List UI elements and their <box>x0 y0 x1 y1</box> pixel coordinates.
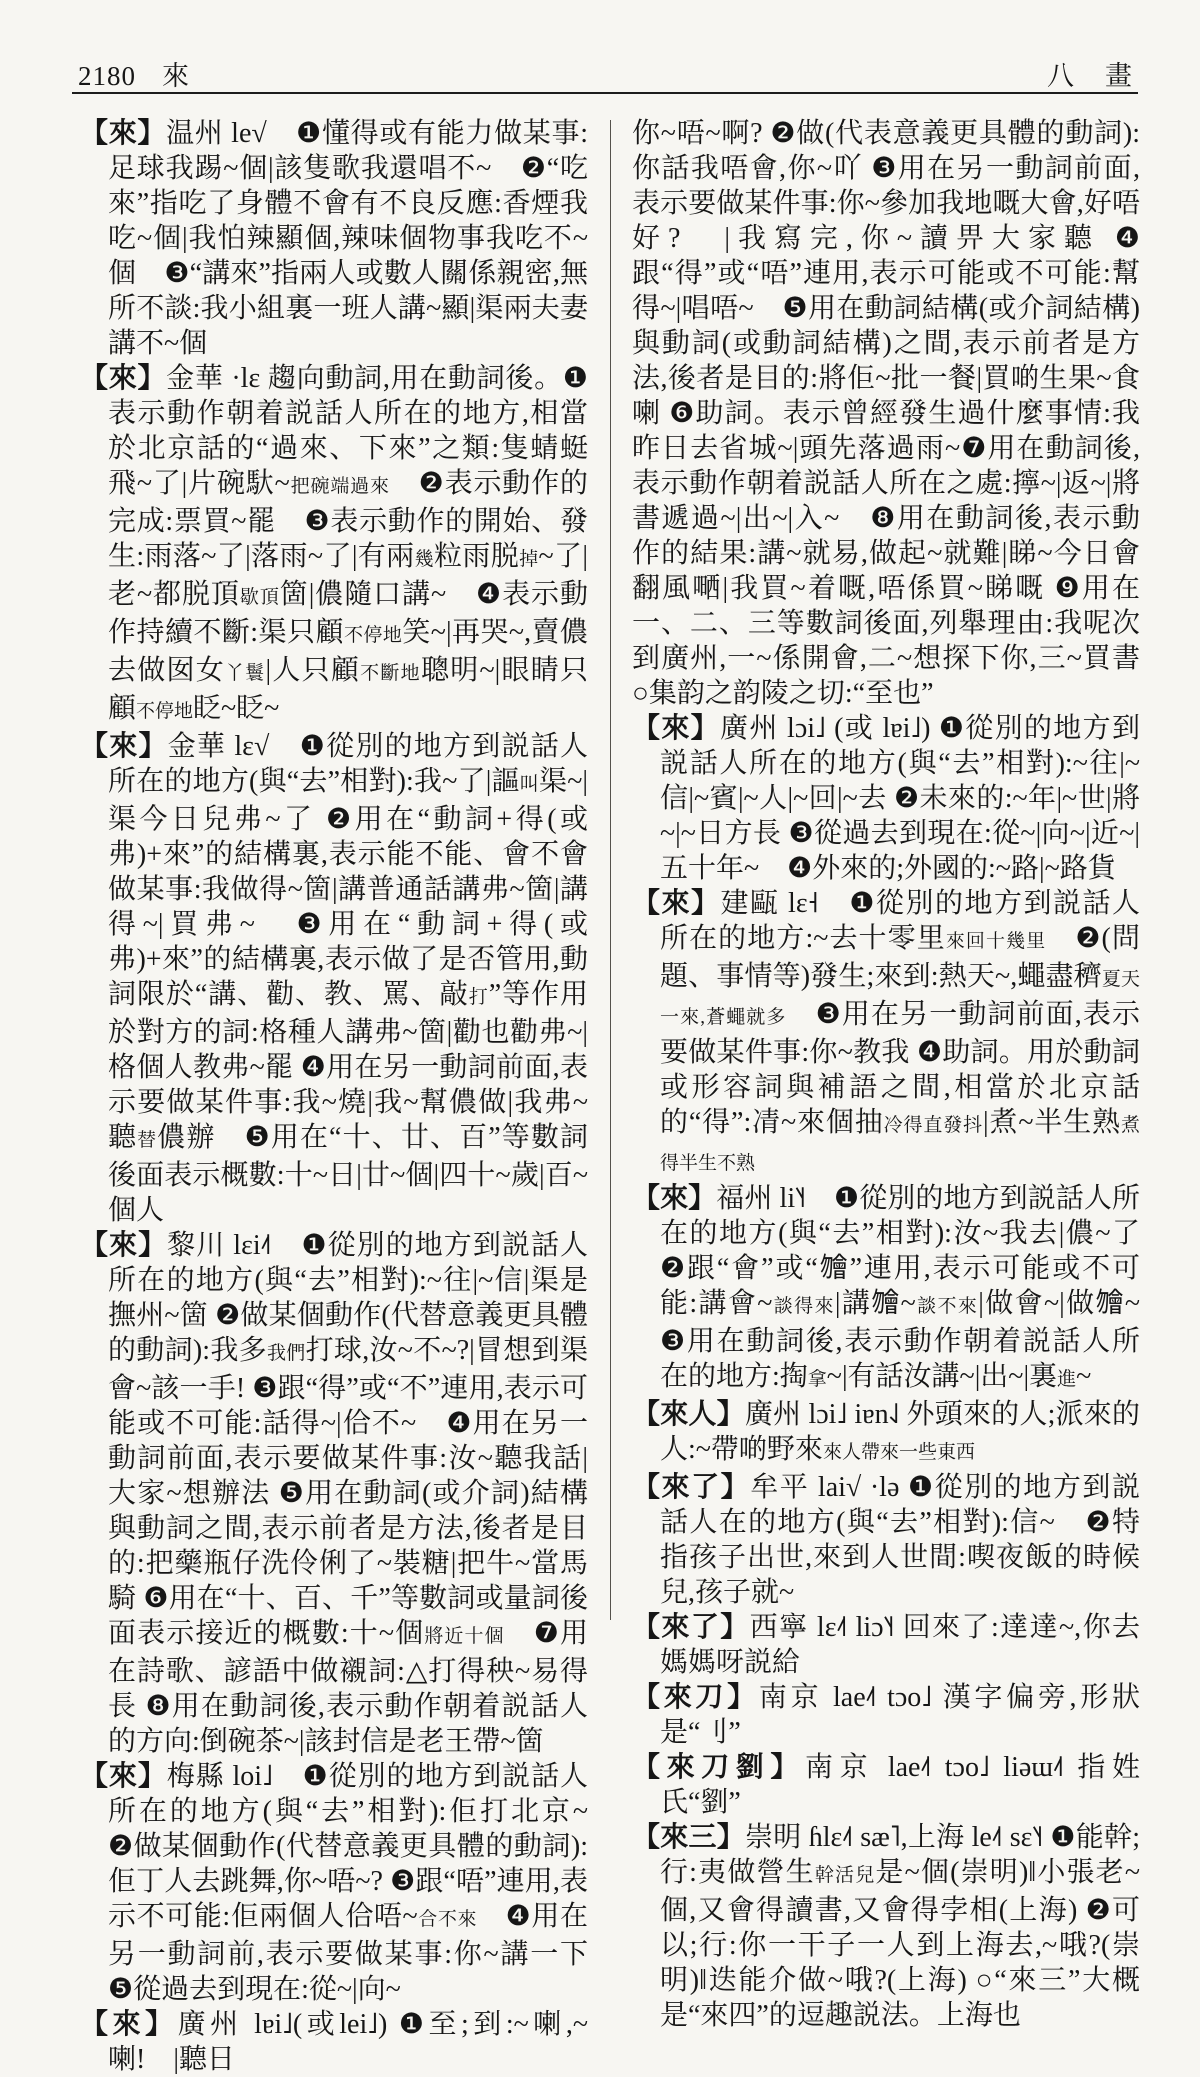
dictionary-entry <box>632 1470 1140 1610</box>
entry-headword: 【來人】 <box>632 1399 745 1430</box>
entry-headword: 【來】 <box>632 713 721 744</box>
dictionary-entry <box>80 116 588 361</box>
gloss-text: 夏天一來,蒼蠅就多 <box>660 969 1140 1028</box>
entry-text: ❼用在詩歌、諺語中做襯詞:△打得秧~易得長 ❽用在動詞後,表示動作朝着説話人的方向:倒碗茶~|該封信是老王帶~箇 <box>108 1618 588 1757</box>
entry-headword: 【來】 <box>632 888 721 919</box>
left-column <box>80 116 617 2077</box>
entry-text: ”等作用於對方的詞:格種人講弗~箇|勸也勸弗~|格個人教弗~罷 ❹用在另一動詞前面,表示要做某件事:我~燒|我~幫儂做|我弗~聽 <box>108 979 588 1153</box>
entry-text: 粒雨脱 <box>433 541 520 572</box>
dictionary-entry <box>632 1397 1140 1470</box>
entry-headword: 【來三】 <box>632 1822 746 1853</box>
gloss-text: 幹活兒 <box>814 1865 876 1886</box>
entry-text: ❹用在另一動詞前,表示要做某事:你~講一下 ❺從過去到現在:從~|向~ <box>108 1901 588 2005</box>
entry-text: 箇|儂隨口講~ ❹表示動作持續不斷:渠只顧 <box>108 579 588 648</box>
entry-text: 廣州 lɔi˩ (或 lɐi˩) ❶從別的地方到説話人所在的地方(與“去”相對):~往|~信|~賓|~人|~回|~去 ❷未來的:~年|~世|將~|~日方長 ❸從過去到現在:從~|向~|近~|五十年~ ❹外來的;外國的:~路|~路貨 <box>660 713 1140 884</box>
entry-text: 金華 ·lɛ 趨向動詞,用在動詞後。❶表示動作朝着説話人所在的地方,相當於北京話的“過來、下來”之類:隻蜻蜓飛~了|片碗馱~ <box>108 363 588 499</box>
gloss-text: 幾 <box>414 549 434 570</box>
entry-headword: 【來】 <box>80 731 168 762</box>
entry-text: 福州 li˥˧ ❶從別的地方到説話人所在的地方(與“去”相對):汝~我去|儂~了 ❷跟“會”或“𣍐”連用,表示可能或不可能:講會~ <box>660 1183 1140 1319</box>
entry-text: 建甌 lɛ˧ ❶從別的地方到説話人所在的地方:~去十零里 <box>660 888 1140 954</box>
dictionary-entry <box>80 729 588 1228</box>
entry-text: |煮~半生熟 <box>982 1107 1121 1138</box>
entry-text: 梅縣 loi˩ ❶從別的地方到説話人所在的地方(與“去”相對):佢打北京~ ❷做某個動作(代替意義更具體的動詞):佢丁人去跳舞,你~唔~? ❸跟“唔”連用,表示不可能:佢兩個人佮唔~ <box>108 1761 617 1932</box>
entry-text: ❷表示動作的完成:票買~罷 ❸表示動作的開始、發生:雨落~了|落雨~了|有兩 <box>108 468 588 572</box>
dictionary-entry <box>632 711 1140 886</box>
entry-text: 南京 lae˨˦ tɔo˩ 漢字偏旁,形狀是“刂” <box>660 1682 1140 1748</box>
entry-text: 南京 lae˨˦ tɔo˩ liəɯ˨˦ 指姓氏“劉” <box>660 1752 1140 1818</box>
entry-text: |講𣍐~ <box>834 1288 916 1319</box>
entry-text: 你~唔~啊? ❷做(代表意義更具體的動詞):你話我唔會,你~吖 ❸用在另一動詞前面,表示要做某件事:你~參加我地嘅大會,好唔好? |我寫完,你~讀畀大家聽 ❹跟“得”或“唔”連用,表示可能或不可能:幫得~|唱唔~ ❺用在動詞結構(或介詞結構)與動詞(或動詞結構)之間,表示前者是方法,後者是目的:將佢~批一餐|買啲生果~食喇 ❻助詞。表示曾經發生過什麼事情:我昨日去省城~|頭先落過雨~❼用在動詞後,表示動作朝着説話人所在之處:擰~|返~|將書遞過~|出~|入~ ❽用在動詞後,表示動作的結果:講~就易,做起~就難|睇~今日會翻風嗮|我買~着嘅,唔係買~睇嘅 ❾用在一、二、三等數詞後面,列舉理由:我呢次到廣州,一~係開會,二~想探下你,三~買書 ○集韵之韵陵之切:“至也” <box>632 118 1140 709</box>
dictionary-entry <box>80 361 588 729</box>
gloss-text: 談得來 <box>772 1296 835 1317</box>
entry-headword: 【來】 <box>80 118 167 149</box>
page-header <box>78 54 1134 93</box>
dictionary-entry <box>632 1610 1140 1680</box>
section-character: 來 <box>162 61 191 91</box>
entry-text: 廣州 lɔi˩ iɐn˨˩ 外頭來的人;派來的人:~帶啲野來 <box>660 1399 1140 1465</box>
gloss-text: 煮得半生不熟 <box>660 1115 1140 1174</box>
dictionary-entry <box>80 1759 617 2007</box>
right-column <box>632 116 1168 2077</box>
entry-text: ~|有話汝講~|出~|裏 <box>826 1361 1058 1392</box>
entry-headword: 【來刀劉】 <box>632 1752 806 1783</box>
entry-text: ❷(問題、事情等)發生;來到:熱天~,蠅盡穧 <box>660 923 1140 992</box>
gloss-text: 來人帶來一些東西 <box>822 1442 975 1463</box>
gloss-text: 叫 <box>519 774 540 795</box>
dictionary-entry <box>632 886 1140 1181</box>
gloss-text: 替 <box>137 1130 158 1151</box>
entry-text: 金華 lɛ√ ❶從別的地方到説話人所在的地方(與“去”相對):我~了|謳 <box>108 731 588 797</box>
dictionary-entry <box>632 1820 1140 2033</box>
gloss-text: 歇頂 <box>239 587 280 608</box>
entry-text: 儂辦 ❺用在“十、廿、百”等數詞後面表示概數:十~日|廿~個|四十~歲|百~個人 <box>108 1122 588 1226</box>
gloss-text: 冷得直發抖 <box>883 1115 983 1136</box>
column-divider <box>610 120 611 1620</box>
entry-text: |人只顧 <box>265 655 361 686</box>
gloss-text: 合不來 <box>417 1909 478 1930</box>
gloss-text: 談不來 <box>915 1296 979 1317</box>
gloss-text: 不停地 <box>136 701 194 722</box>
entry-text: 渠~|渠今日兒弗~了 ❷用在“動詞+得(或弗)+來”的結構裏,表示能不能、會不會做某事:我做得~箇|講普通話講弗~箇|講得~|買弗~ ❸用在“動詞+得(或弗)+來”的結構裏,表示做了是否管用,動詞限於“講、勸、教、罵、敲 <box>108 766 588 1010</box>
gloss-text: 來回十幾里 <box>945 931 1047 952</box>
entry-headword: 【來】 <box>80 1761 167 1792</box>
gloss-text: 丫鬟 <box>225 663 266 684</box>
entry-headword: 【來了】 <box>632 1612 750 1643</box>
dictionary-entry <box>632 1750 1140 1820</box>
entry-headword: 【來】 <box>80 363 167 394</box>
page-number: 2180 <box>78 61 136 91</box>
entry-text: 笑~|再哭~,賣儂去做囡女 <box>108 617 588 686</box>
dictionary-entry <box>80 2007 588 2077</box>
gloss-text: 拿 <box>807 1369 827 1390</box>
entry-text: ~ <box>1076 1361 1092 1392</box>
entry-text: |做會~|做𣍐~ ❸用在動詞後,表示動作朝着説話人所在的地方:掏 <box>660 1288 1168 1392</box>
gloss-text: 我們 <box>266 1343 306 1364</box>
entry-text: ❸用在另一動詞前面,表示要做某件事:你~教我 ❹助詞。用於動詞或形容詞與補語之間,相當於北京話的“得”:凊~來個抽 <box>660 999 1140 1138</box>
entry-text: 是~個(崇明)‖小張老~個,又會得讀書,又會得孛相(上海) ❷可以;行:你一干子一人到上海去,~哦?(崇明)‖迭能介做~哦?(上海) ○“來三”大概是“來四”的逗趣説法。上海也 <box>660 1857 1140 2031</box>
entry-text: 黎川 lɛi˨˦ ❶從別的地方到説話人所在的地方(與“去”相對):~往|~信|渠是撫州~箇 ❷做某個動作(代替意義更具體的動詞):我多 <box>108 1230 588 1366</box>
entry-text: 温州 le√ ❶懂得或有能力做某事:足球我踢~個|該隻歌我還唱不~ ❷“吃來”指吃了身體不會有不良反應:香煙我吃~個|我怕辣顯個,辣味個物事我吃不~個 ❸“講來”指兩人或數人關係親密,無所不談:我小組裏一班人講~顯|渠兩夫妻講不~個 <box>108 118 588 359</box>
dictionary-entry <box>80 1228 588 1759</box>
entry-text: 聰明~|眼睛只顧 <box>108 655 588 724</box>
stroke-section: 八 畫 <box>1047 61 1134 91</box>
gloss-text: 將近十個 <box>424 1626 505 1647</box>
entry-text: 打球,汝~不~?|冒想到渠會~該一手! ❸跟“得”或“不”連用,表示可能或不可能:話得~|佮不~ ❹用在另一動詞前面,表示要做某件事:汝~聽我話|大家~想辦法 ❺用在動詞(或介詞)結構與動詞之間,表示前者是方法,後者是目的:把藥瓶仔洗伶俐了~裝糖|把牛~當馬騎 ❻用在“十、百、千”等數詞或量詞後面表示接近的概數:十~個 <box>108 1335 588 1649</box>
gloss-text: 把碗端過來 <box>289 476 390 497</box>
entry-text: 眨~眨~ <box>193 693 280 724</box>
entry-text: 牟平 lai√ ·lə ❶從別的地方到説話人在的地方(與“去”相對):信~ ❷特指孩子出世,來到人世間:喫夜飯的時候兒,孩子就~ <box>660 1472 1140 1608</box>
entry-headword: 【來】 <box>80 2009 178 2040</box>
entry-headword: 【來了】 <box>632 1472 751 1503</box>
entry-headword: 【來】 <box>632 1183 717 1214</box>
entry-text: ~了|老~都脱頂 <box>108 541 588 610</box>
entry-text: 崇明 ɦlɛ˨˦ sæ˥,上海 le˨˦ sɛ˥˧ ❶能幹;行:夷做營生 <box>660 1822 1140 1888</box>
dictionary-entry <box>632 1680 1140 1750</box>
gloss-text: 掉 <box>519 549 539 570</box>
gloss-text: 不斷地 <box>360 663 421 684</box>
dictionary-entry <box>632 1181 1168 1397</box>
entry-headword: 【來刀】 <box>632 1682 759 1713</box>
gloss-text: 進 <box>1057 1369 1077 1390</box>
entry-text: 廣州 lɐi˩(或lei˩) ❶至;到:~喇,~喇! |聽日 <box>108 2009 588 2075</box>
gloss-text: 打 <box>468 987 489 1008</box>
header-rule <box>72 92 1138 94</box>
gloss-text: 不停地 <box>343 625 403 646</box>
entry-headword: 【來】 <box>80 1230 168 1261</box>
entry-text: 西寧 lɛ˨˦ liɔ˥˧ 回來了:達達~,你去媽媽呀説給 <box>660 1612 1140 1678</box>
dictionary-entry <box>632 116 1140 711</box>
